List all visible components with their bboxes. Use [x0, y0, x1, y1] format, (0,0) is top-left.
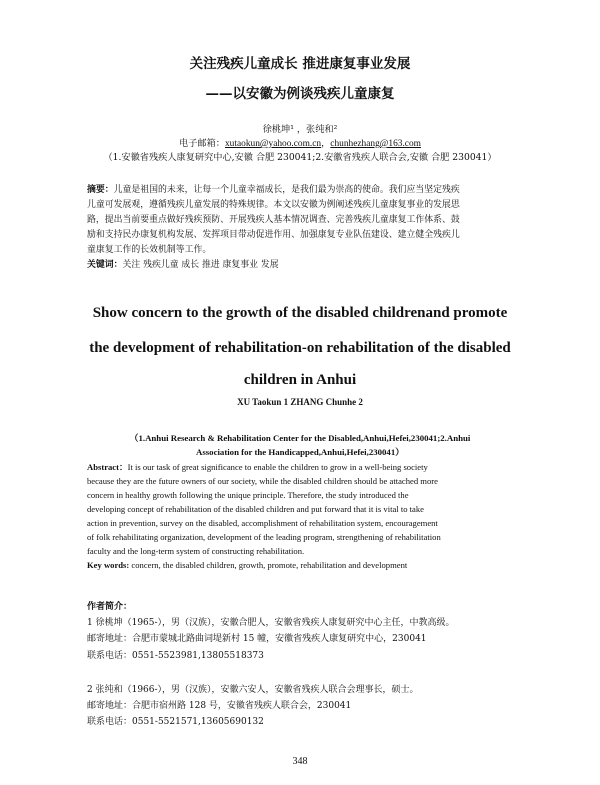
english-authors: XU Taokun 1 ZHANG Chunhe 2 [237, 397, 363, 407]
chinese-subtitle: ——以安徽为例谈残疾儿童康复 [205, 86, 395, 102]
chinese-keywords: 关键词：关注 残疾儿童 成长 推进 康复事业 发展 [87, 260, 279, 270]
english-keywords-label: Key words: [87, 560, 130, 570]
english-abstract-line: developing concept of rehabilitation of the disabled children and put forward that it is vital to take [87, 504, 424, 514]
email-line [0, 138, 600, 150]
english-abstract-line: Abstract：It is our task of great significance to enable the children to grow in a well-being society [87, 462, 428, 472]
chinese-abstract-label: 摘要： [87, 185, 114, 195]
chinese-abstract-line: 童康复工作的长效机制等工作。 [87, 245, 212, 255]
english-abstract-line: action in prevention, survey on the disabled, accomplishment of rehabilitation system, encouragement [87, 518, 438, 528]
author2-address: 邮寄地址：合肥市宿州路 128 号，安徽省残疾人联合会，230041 [87, 701, 352, 711]
chinese-title: 关注残疾儿童成长 推进康复事业发展 [189, 56, 411, 72]
chinese-abstract-line: 路，提出当前要重点做好残疾预防、开展残疾人基本情况调查、完善残疾儿童康复工作体系、鼓 [87, 215, 460, 225]
chinese-authors: 徐桃坤¹ ，张纯和² [262, 124, 338, 135]
english-title-line: Show concern to the growth of the disabled childrenand promote [92, 305, 508, 321]
english-keywords: Key words: concern, the disabled children, growth, promote, rehabilitation and development [87, 560, 408, 570]
author2-bio: 2 张纯和（1966-），男（汉族），安徽六安人，安徽省残疾人联合会理事长，硕士。 [87, 685, 419, 695]
email-separator: ， [321, 138, 331, 149]
english-abstract-line: of folk rehabilitating organization, development of the leading program, strengthening of rehabilitation [87, 532, 441, 542]
author1-phone: 联系电话：0551-5523981,13805518373 [87, 651, 264, 661]
email-link-1[interactable]: xutaokun@yahoo.com.cn [224, 139, 322, 149]
chinese-abstract-line: 励和支持民办康复机构发展、发挥项目带动促进作用、加强康复专业队伍建设、建立健全残疾儿 [87, 230, 460, 240]
email-label: 电子邮箱： [179, 138, 225, 149]
english-abstract-label: Abstract： [87, 462, 128, 472]
chinese-keywords-label: 关键词： [87, 260, 123, 270]
email-link-2[interactable]: chunhezhang@163.com [330, 139, 421, 149]
chinese-abstract-line: 摘要：儿童是祖国的未来，让每一个儿童幸福成长，是我们最为崇高的使命。我们应当坚定残疾 [87, 185, 460, 195]
english-abstract-line: because they are the future owners of our society, while the disabled children should be attached more [87, 476, 438, 486]
english-abstract-line: faculty and the long-term system of constructing rehabilitation. [87, 546, 305, 556]
author1-address: 邮寄地址：合肥市蒙城北路曲词堤新村 15 幢，安徽省残疾人康复研究中心，230041 [87, 634, 427, 644]
page-number: 348 [292, 756, 308, 767]
english-abstract-line: concern in healthy growth following the unique principle. Therefore, the study introduced the [87, 490, 409, 500]
english-affiliation-line: Association for the Handicapped,Anhui,Hefei,230041） [195, 447, 405, 457]
chinese-affiliation: （1.安徽省残疾人康复研究中心,安徽 合肥 230041;2.安徽省残疾人联合会,安徽 合肥 230041） [103, 152, 497, 163]
english-title-line: children in Anhui [243, 372, 357, 388]
author-info-heading: 作者简介： [87, 602, 133, 612]
english-affiliation-line: （1.Anhui Research & Rehabilitation Center for the Disabled,Anhui,Hefei,230041;2.Anhui [129, 433, 471, 443]
author2-phone: 联系电话：0551-5521571,13605690132 [87, 717, 264, 727]
chinese-abstract-line: 儿童可发展观，遵循残疾儿童发展的特殊规律。本文以安徽为例阐述残疾儿童康复事业的发展思 [87, 200, 460, 210]
author1-bio: 1 徐桃坤（1965-），男（汉族），安徽合肥人，安徽省残疾人康复研究中心主任，中教高级。 [87, 618, 455, 628]
english-title-line: the development of rehabilitation-on rehabilitation of the disabled [89, 340, 511, 356]
